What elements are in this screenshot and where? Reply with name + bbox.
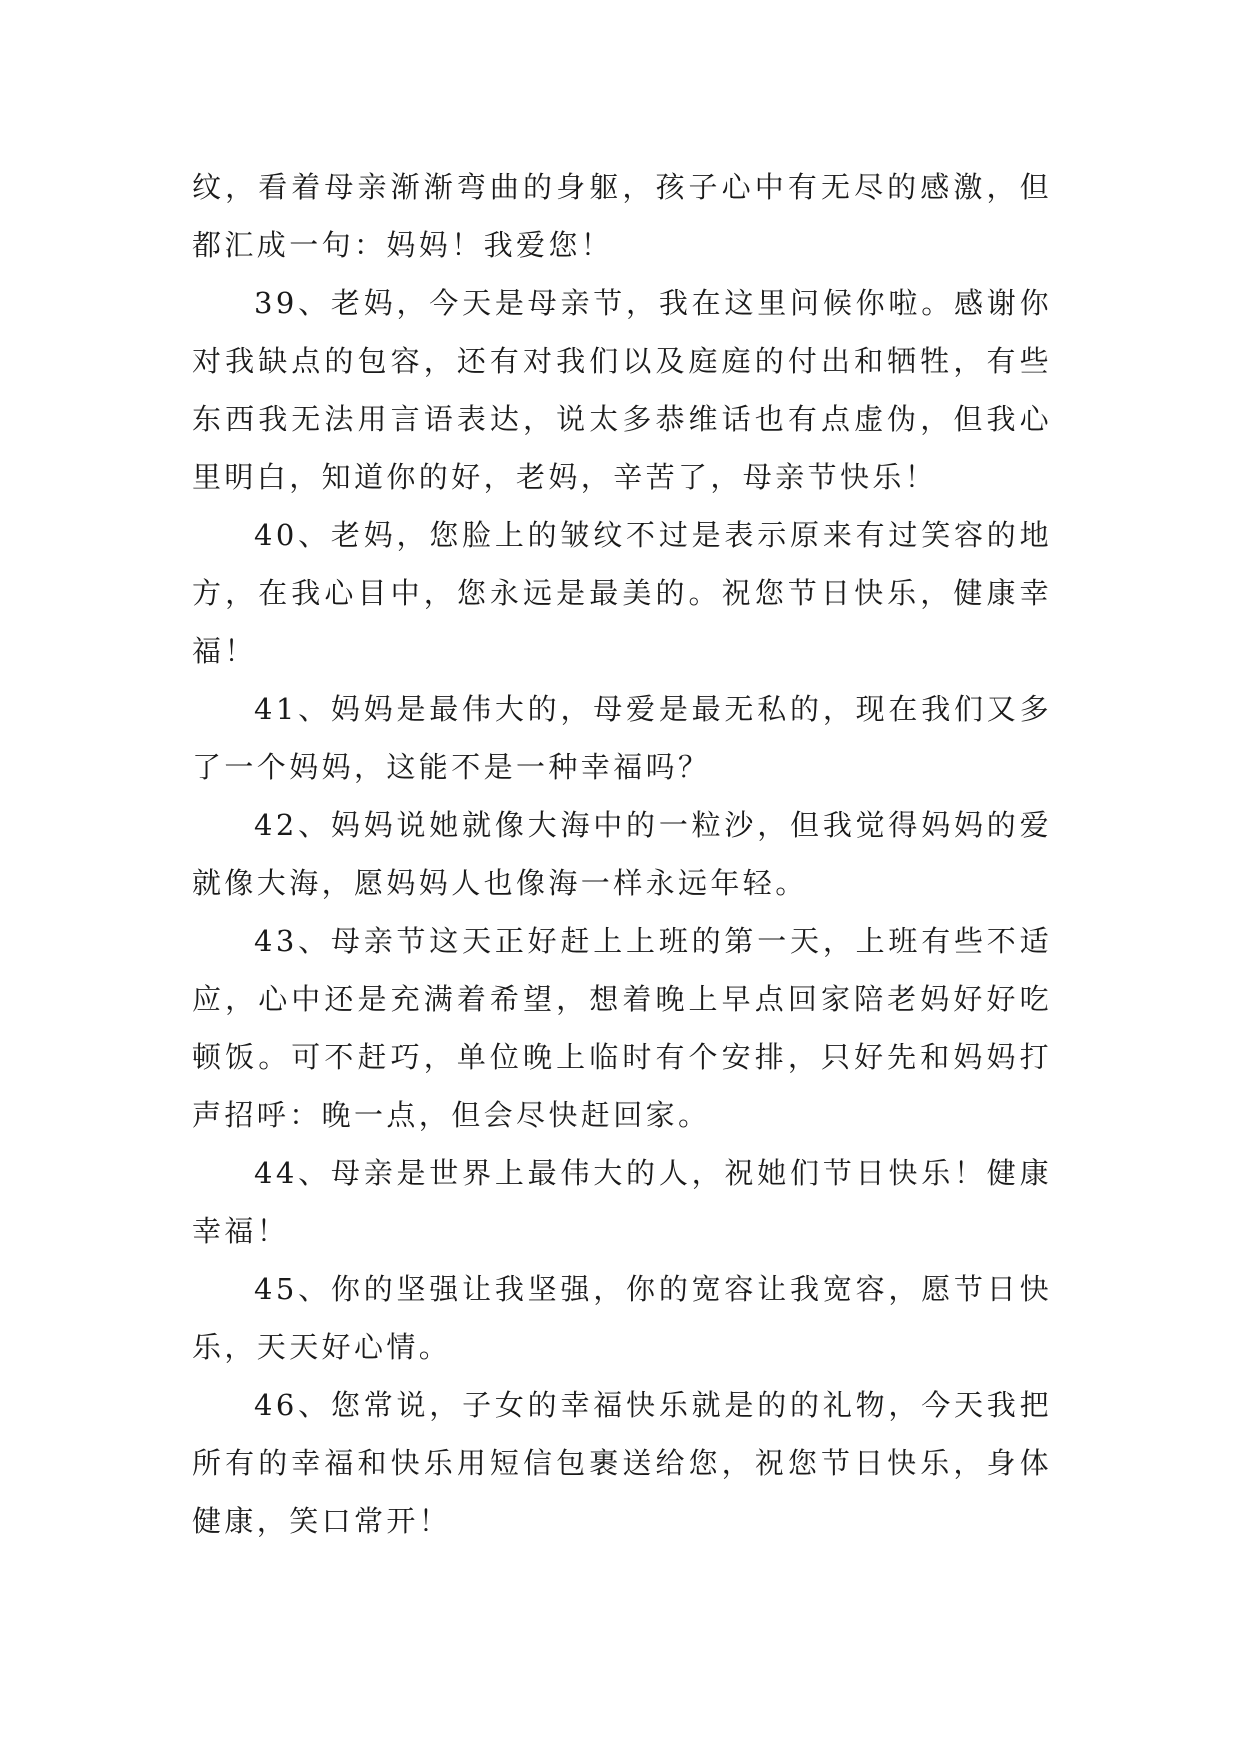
document-body: [192, 158, 1052, 1550]
paragraph-item-46: 46、您常说，子女的幸福快乐就是的的礼物，今天我把所有的幸福和快乐用短信包裹送给您，祝您节日快乐，身体健康，笑口常开！: [192, 1388, 1052, 1538]
paragraph-item-42: 42、妈妈说她就像大海中的一粒沙，但我觉得妈妈的爱就像大海，愿妈妈人也像海一样永远年轻。: [192, 808, 1052, 900]
paragraph-item-40: 40、老妈，您脸上的皱纹不过是表示原来有过笑容的地方，在我心目中，您永远是最美的。祝您节日快乐，健康幸福！: [192, 518, 1052, 668]
paragraph-item-44: 44、母亲是世界上最伟大的人，祝她们节日快乐！健康幸福！: [192, 1156, 1052, 1248]
paragraph-item-43: 43、母亲节这天正好赶上上班的第一天，上班有些不适应，心中还是充满着希望，想着晚上早点回家陪老妈好好吃顿饭。可不赶巧，单位晚上临时有个安排，只好先和妈妈打声招呼：晚一点，但会尽快赶回家。: [192, 924, 1052, 1132]
paragraph-item-39: 39、老妈，今天是母亲节，我在这里问候你啦。感谢你对我缺点的包容，还有对我们以及庭庭的付出和牺牲，有些东西我无法用言语表达，说太多恭维话也有点虚伪，但我心里明白，知道你的好，老妈，辛苦了，母亲节快乐！: [192, 286, 1052, 494]
paragraph-continuation: 纹，看着母亲渐渐弯曲的身躯，孩子心中有无尽的感激，但都汇成一句：妈妈！我爱您！: [192, 170, 1052, 262]
paragraph-item-41: 41、妈妈是最伟大的，母爱是最无私的，现在我们又多了一个妈妈，这能不是一种幸福吗？: [192, 692, 1052, 784]
paragraph-item-45: 45、你的坚强让我坚强，你的宽容让我宽容，愿节日快乐，天天好心情。: [192, 1272, 1052, 1364]
